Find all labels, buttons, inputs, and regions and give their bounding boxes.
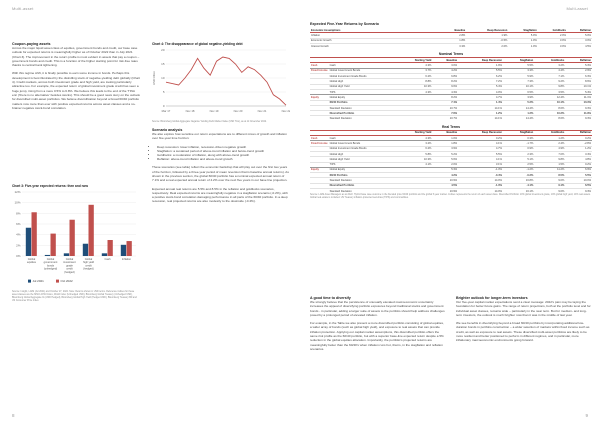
table-cell: 6.5%: [565, 183, 592, 188]
scenario-para-3: Expected annual real returns are 5.5% and 8.5% in the reflation and goldilocks scenarios, respectively. Real expected returns are meaningfully negative in a stagflation scenario (-0.2%), with a positive stock-bond correlation damaging performance in all parts of the 60/40 portfolio. In a deep recession, real projected returns are also modestly to the downside (-0.4%).: [152, 186, 288, 204]
table-cell: 8.6%: [565, 79, 592, 84]
table-cell: 1.2%: [534, 136, 565, 141]
table-cell: 2.8%: [442, 33, 466, 38]
legend-swatch: [56, 280, 59, 283]
table-cell: 5.5%: [458, 68, 503, 73]
table-cell: 10.7%: [432, 105, 458, 110]
table-cell: 4.1%: [395, 162, 433, 167]
diversify-title: A good time to diversify: [310, 296, 351, 300]
table-cell: 5.0%: [508, 33, 537, 38]
scenario-item: • Goldilocks: a moderation of inflation, along with above-trend growth: [157, 153, 290, 157]
col-header: Starting Yield: [395, 131, 433, 136]
table-cell: 7.3%: [503, 79, 534, 84]
scenario-para: We also explore how sensitive our return expectations are to different mixes of growth and inflation over five-year time horizon:: [152, 132, 287, 141]
x-tick-label: Nov 21: [257, 109, 267, 113]
table-cell: 7.6%: [432, 111, 458, 116]
table-cell: 0.2%: [565, 162, 592, 167]
y-axis-label: USD trillion: [152, 71, 156, 85]
table-cell: 1.9%: [458, 63, 503, 68]
table-cell: Fixed Income: [311, 141, 328, 145]
table-cell: -1.3%: [458, 183, 503, 188]
y-tick-label: 12%: [14, 190, 21, 194]
table-cell: 4.3%: [395, 136, 433, 141]
bar: [121, 245, 126, 256]
col-header: Reflation: [565, 58, 592, 63]
table-cell: 14.0%: [458, 189, 503, 194]
coupon-title: Coupon-paying assets: [12, 42, 51, 46]
col-header: Deep Recession: [458, 131, 503, 136]
table-cell: 7.2%: [458, 79, 503, 84]
table-cell: 3.3%: [442, 43, 466, 48]
table-cell: 1.4%: [458, 100, 503, 105]
table-cell: 10.1%: [565, 84, 592, 89]
table-cell: 3.0%: [538, 43, 567, 48]
table-cell: -0.2%: [503, 173, 534, 178]
table-cell: 14.4%: [503, 105, 534, 110]
table-cell: 11.2%: [534, 167, 565, 172]
table-cell: 1.2%: [565, 146, 592, 151]
table-source: Source: LGIM Asset Managers as at 2022. Hybrid base case outcome in the blended price 60/40 portfolio and the global 5-year market. Indices represents the return of each asset class. Diversified Portfolio: 10% global investment grade, 10% global high yield, 10% real assets. Global real estate is included. US Treasury inflation-protected securities (TIPS) and commodities.: [310, 194, 591, 200]
table-cell: 9.0%: [534, 178, 565, 183]
table-cell: 9.6%: [432, 84, 458, 89]
diversify-para-1: We strongly believe that the persistence of unusually elevated macroeconomic uncertainty increases the appeal of diversifying portfolio exposures beyond traditional stocks and government bonds - in particular, adding a larger suite of assets to the portfolio should help address challenges posed by a prolonged period of elevated inflation.: [310, 300, 445, 317]
table-cell: 3.7%: [395, 68, 433, 73]
table-cell: 6.8%: [432, 74, 458, 79]
table-cell: Fixed Income: [311, 69, 328, 73]
scenario-para-2: These scenarios (see table) reflect the economic backdrop that will play out over the first two years of the horizon, followed by a three-year period of mean reversion that is baseline annual returns). As shown in the previous section, the global 60/40 portfolio has a nominal expected annual return of 7.1% and a real expected annual return of 4.2% over the next five years in our base line projection.: [152, 165, 289, 183]
table-cell: 1.8%: [432, 141, 458, 146]
x-tick-label: Nov 22: [281, 109, 290, 113]
table-cell: Global High: [329, 151, 395, 156]
table-cell: 3.9%: [503, 95, 534, 100]
outlook-section: [456, 296, 592, 347]
coupon-section: [12, 42, 140, 114]
table-cell: 3.0%: [567, 38, 592, 43]
table-cell: Global Government Bonds: [329, 141, 395, 146]
table-cell: 3.2%: [534, 63, 565, 68]
bar: [64, 253, 69, 256]
bar: [108, 240, 113, 256]
x-tick-label: Nov 20: [233, 109, 243, 113]
table-cell: 11.1%: [565, 95, 592, 100]
real-title: Real Terms: [310, 125, 592, 131]
table-cell: 8.8%: [395, 79, 433, 84]
bar: [70, 220, 75, 256]
col-header: Stagflation: [503, 58, 534, 63]
table-cell: 10.2%: [534, 111, 565, 116]
table-cell: 4.8%: [565, 157, 592, 162]
table-cell: 10.3%: [395, 84, 433, 89]
table-cell: 4.1%: [458, 141, 503, 146]
table-cell: 10.9%: [432, 189, 458, 194]
table-cell: 5.4%: [458, 84, 503, 89]
table-cell: Cash: [310, 136, 329, 141]
table-cell: 6.2%: [458, 74, 503, 79]
table-cell: 5.5%: [565, 173, 592, 178]
table-cell: 5.3%: [432, 167, 458, 172]
col-header: Stagflation: [503, 131, 534, 136]
x-tick-label: Cash: [104, 258, 111, 261]
header-left: Multi-asset: [12, 6, 34, 11]
chart4-title: Chart 4: The disappearance of global negative-yielding debt: [152, 42, 243, 46]
y-tick-label: 6%: [16, 222, 21, 226]
table-cell: 1.8%: [442, 38, 466, 43]
table-cell: -4.1%: [503, 183, 534, 188]
col-header: Baseline: [442, 28, 466, 33]
table-cell: 4.9%: [534, 146, 565, 151]
col-header: Reflation: [565, 131, 592, 136]
chart3-block: [12, 184, 140, 303]
real-table: [310, 131, 592, 194]
table-cell: 5.2%: [503, 100, 534, 105]
table-cell: Global High: [329, 79, 395, 84]
table-cell: Cash: [310, 63, 329, 68]
table-cell: Interest Growth: [310, 43, 442, 48]
x-tick-label: Global: [27, 258, 36, 261]
table-cell: 4.3%: [395, 63, 433, 68]
table-cell: 9.3%: [565, 116, 592, 121]
table-cell: 10.7%: [432, 116, 458, 121]
bar: [89, 205, 94, 256]
col-header: Goldilocks: [538, 28, 567, 33]
table-cell: Cash: [329, 136, 395, 141]
table-cell: 7.1%: [534, 74, 565, 79]
table-cell: 1.9%: [466, 33, 508, 38]
table-cell: Global Equity: [329, 167, 395, 172]
table-cell: 4.2%: [432, 68, 458, 73]
legend-swatch: [28, 280, 31, 283]
table-cell: TIPS: [329, 89, 395, 94]
table-cell: Standard Deviation: [329, 105, 395, 110]
col-header: Baseline: [432, 58, 458, 63]
table-cell: [395, 116, 433, 121]
bar: [127, 241, 132, 256]
outlook-para-1: Our five-year capital market expectations send a clear message: 2022's pain may be laying the foundation for better future gains. The range of return projections, both at the portfolio level and for individual asset classes, remains wide – particularly in the near term. But for medium- and long-term investors, the outlook is much brighter now than it was in the middle of last year.: [456, 300, 591, 317]
col-header: Goldilocks: [534, 58, 565, 63]
table-cell: 3.4%: [565, 151, 592, 156]
scenario-item: • Deep recession: lower inflation, recession-driven negative growth: [157, 145, 290, 149]
x-tick-label: Nov 19: [209, 109, 219, 113]
col-header: Economic Assumptions: [310, 28, 442, 33]
table-cell: 6.5%: [503, 89, 534, 94]
table-cell: 16.8%: [503, 178, 534, 183]
table-cell: 3.2%: [395, 141, 433, 146]
nominal-title: Nominal Terms: [310, 52, 592, 58]
table-cell: 5.1%: [503, 157, 534, 162]
page-number-right: 9: [585, 413, 588, 418]
x-tick-label: Nov 18: [185, 109, 195, 113]
table-cell: 1.0%: [508, 43, 537, 48]
table-cell: TIPS: [329, 162, 395, 167]
table-cell: 3.0%: [538, 38, 567, 43]
table-cell: Global Government Bonds: [329, 68, 395, 73]
table-cell: 6.3%: [565, 74, 592, 79]
table-cell: 5.0%: [567, 33, 592, 38]
table-cell: 3.0%: [432, 63, 458, 68]
series-line: [166, 57, 286, 105]
table-cell: Global Investment Grade Bonds: [329, 146, 395, 151]
table-cell: Global Equity: [329, 95, 395, 100]
scenario-item: • Stagflation: a sustained period of above-trend inflation and below-trend growth: [157, 149, 290, 153]
table-cell: 5.2%: [432, 151, 458, 156]
table-cell: 1.2%: [458, 111, 503, 116]
forecast-table-block: [310, 22, 592, 200]
col-header: Deep Recession: [458, 58, 503, 63]
col-header: Reflation: [567, 28, 592, 33]
outlook-para-2: We see benefits in diversifying beyond a broad 60/40 portfolio by incorporating additional low-duration bonds in portfolio construction – a wider selection of markets within fixed income such as credit, as well as exposure to real assets. These diversified multi-asset portfolios are likely to be more resilient and better positioned to perform in different regimes, and in particular, more inflationary macroeconomic environments going forward.: [456, 321, 590, 343]
x-tick-label: equities: [27, 261, 36, 265]
table-cell: -1.2%: [503, 167, 534, 172]
table-cell: 2.4%: [534, 141, 565, 146]
table-cell: 4.3%: [395, 89, 433, 94]
table-cell: 3.3%: [503, 68, 534, 73]
table-cell: 0.2%: [458, 136, 503, 141]
chart3-svg: [12, 188, 140, 286]
table-cell: 10.9%: [432, 178, 458, 183]
table-cell: 4.5%: [432, 183, 458, 188]
x-tick-label: Global: [65, 258, 74, 261]
legend-label: Jul 2021: [32, 279, 44, 283]
assumptions-table: [310, 28, 592, 48]
diversify-section: [310, 296, 446, 355]
table-cell: 9.8%: [534, 157, 565, 162]
table-cell: 3.5%: [534, 89, 565, 94]
table-cell: 6.2%: [395, 74, 433, 79]
table-row: [310, 43, 592, 48]
table-cell: 8.6%: [534, 105, 565, 110]
y-tick-label: 8%: [16, 211, 21, 216]
forecast-table-title: Expected Five-Year Returns by Scenario: [310, 22, 379, 26]
table-cell: 9.0%: [534, 189, 565, 194]
x-tick-label: Global: [84, 258, 93, 261]
y-tick-label: 5: [162, 90, 165, 94]
bar: [51, 234, 56, 256]
table-cell: 9.2%: [534, 79, 565, 84]
table-cell: 60/40 Portfolio: [329, 173, 395, 178]
y-tick-label: 10: [161, 76, 165, 80]
table-cell: 8.2%: [432, 79, 458, 84]
col-header: Deep Recession: [466, 28, 508, 33]
y-tick-label: 20: [161, 48, 165, 52]
x-tick-label: (hedged): [64, 270, 75, 274]
table-cell: -2.8%: [565, 141, 592, 146]
table-cell: Diversified Portfolio: [329, 183, 395, 188]
coupon-para-1: Across the major liquid asset class of equities, government bonds and credit, our base case outlook for expected returns is meaningfully higher as of October 2022 than in July 2021 (Chart 3). The improvement in the return profile is most evident in assets that pay a coupon – government bonds and credit. This is a function of the higher starting point for risk-free rates thanks to central bank tightening.: [12, 46, 140, 68]
table-cell: Diversified Portfolio: [329, 111, 395, 116]
table-cell: 14.0%: [458, 178, 503, 183]
chart4-block: [152, 42, 290, 208]
table-cell: 10.3%: [565, 100, 592, 105]
diversify-para-2: For example, in the Table we also present a more diversified portfolio consisting of global equities, a wider array of bonds (such as global high yield), and exposure to real assets that can provide inflation protection. Applying our capital market assumptions, this diversified portfolio offers the same risk profile as the 60/40 portfolio, but with a superior base-line expected return despite a 5% reduction in the global equities allocation. Importantly, the portfolio's projected returns are meaningfully better than the 60/40's when inflation runs hot, that is, in the stagflation and reflation scenarios.: [310, 321, 444, 351]
scenario-list: [152, 145, 290, 162]
x-tick-label: credit: [85, 264, 92, 268]
bar: [45, 255, 50, 256]
table-cell: 1.0%: [508, 38, 537, 43]
bar: [32, 212, 37, 256]
table-cell: 14.1%: [458, 116, 503, 121]
outlook-title: Brighter outlook for longer-term investors: [456, 296, 528, 300]
table-cell: 2.9%: [565, 68, 592, 73]
table-cell: [310, 189, 329, 194]
table-cell: 9.1%: [534, 183, 565, 188]
legend-label: Oct 2022: [60, 279, 73, 283]
table-cell: 4.7%: [458, 146, 503, 151]
table-cell: 5.5%: [503, 63, 534, 68]
table-cell: Economic Growth: [310, 38, 442, 43]
table-cell: 14.4%: [503, 116, 534, 121]
table-cell: 6.2%: [395, 146, 433, 151]
x-tick-label: grade: [66, 264, 73, 268]
table-cell: 5.5%: [458, 151, 503, 156]
table-cell: 9.8%: [534, 84, 565, 89]
table-cell: 9.3%: [565, 189, 592, 194]
table-cell: 1.0%: [432, 136, 458, 141]
x-tick-label: Mar 17: [161, 109, 171, 113]
table-cell: 2.0%: [466, 43, 508, 48]
x-tick-label: (hedged): [83, 267, 94, 271]
table-cell: -0.4%: [458, 173, 503, 178]
table-cell: 2.3%: [503, 151, 534, 156]
x-tick-label: (unhedged): [43, 267, 58, 271]
table-cell: 10.0%: [565, 178, 592, 183]
col-header: Baseline: [432, 131, 458, 136]
table-cell: 8.5%: [534, 173, 565, 178]
table-cell: Standard Deviation: [329, 116, 395, 121]
page-number-left: 8: [12, 413, 15, 418]
table-cell: 4.0%: [458, 89, 503, 94]
table-cell: -0.5%: [466, 38, 508, 43]
table-cell: 4.7%: [458, 95, 503, 100]
x-tick-label: high yield: [83, 261, 94, 265]
table-cell: 4.2%: [432, 173, 458, 178]
table-cell: 5.8%: [395, 151, 433, 156]
y-tick-label: 0%: [16, 254, 21, 258]
col-header: Starting Yield: [395, 58, 433, 63]
table-cell: 16.1%: [503, 189, 534, 194]
table-cell: Equity: [310, 95, 329, 100]
table-cell: 11.9%: [565, 111, 592, 116]
table-cell: 60/40 Portfolio: [329, 100, 395, 105]
bar: [83, 244, 88, 256]
table-cell: 2.0%: [432, 162, 458, 167]
table-cell: Cash: [329, 63, 395, 68]
table-cell: 10.3%: [395, 157, 433, 162]
table-cell: 14.1%: [458, 105, 503, 110]
table-cell: 7.0%: [534, 151, 565, 156]
table-cell: Equity: [310, 167, 329, 172]
x-tick-label: bonds: [46, 264, 55, 268]
chart3-title: Chart 3: Five-year expected returns: then and now: [12, 184, 88, 188]
table-cell: Inflation: [310, 33, 442, 38]
table-cell: 10.1%: [503, 84, 534, 89]
x-tick-label: Global: [46, 258, 55, 261]
table-cell: 4.3%: [432, 89, 458, 94]
table-cell: 9.3%: [565, 105, 592, 110]
scenario-title: Scenario analysis: [152, 128, 183, 132]
table-cell: 4.4%: [534, 68, 565, 73]
bar: [26, 228, 31, 256]
x-tick-label: government: [43, 261, 58, 265]
y-tick-label: 0: [162, 104, 165, 108]
table-cell: [310, 116, 329, 121]
table-cell: 3.1%: [458, 162, 503, 167]
table-cell: 4.5%: [567, 43, 592, 48]
y-tick-label: 2%: [16, 243, 21, 248]
table-cell: 6.9%: [565, 167, 592, 172]
coupon-para-2: With this regime shift, it is finally possible to earn some income in bonds. Perhaps this development is best illustrated by the dwindling stock of negative-yielding debt globally (Chart 4). Credit markets, across both investment grade and high yield, are looking particularly attractive too. For example, the expected return of global investment grade credit has seen a huge jump, rising from a mere 0.5% to 6.8%. We believe this leads to the end of the 'TINA era' ('there is no alternative' besides stocks). This should be a good news story on the outlook for diversified multi-asset portfolios. We believe diversification beyond a broad 60/40 portfolio matters now more than ever with positive expected returns across asset classes and a no-brainer negative stock-bond correlation.: [12, 71, 140, 110]
col-header: Stagflation: [508, 28, 537, 33]
table-cell: 2.5%: [503, 162, 534, 167]
table-cell: 1.2%: [503, 111, 534, 116]
nominal-table: [310, 58, 592, 121]
y-tick-label: 4%: [16, 232, 21, 237]
table-cell: 0.3%: [503, 136, 534, 141]
y-tick-label: 10%: [14, 200, 21, 205]
table-cell: Global High Yield: [329, 157, 395, 162]
table-cell: 8.2%: [432, 95, 458, 100]
x-tick-label: investment: [63, 261, 76, 265]
table-cell: Global High Yield: [329, 84, 395, 89]
chart4-source: Source: Bloomberg Global Aggregate Negative Yielding Debt Market Value (USD Tlns), as at 11 November 2022.: [152, 121, 267, 123]
scenario-item: • Reflation: above-trend inflation and above-trend growth: [157, 157, 290, 161]
table-cell: -1.3%: [458, 167, 503, 172]
table-row: [310, 189, 592, 194]
table-cell: 5.3%: [565, 63, 592, 68]
y-tick-label: 15: [161, 62, 165, 66]
table-cell: 5.9%: [503, 74, 534, 79]
table-cell: 2.0%: [538, 33, 567, 38]
header-right: Multi-asset: [566, 6, 588, 11]
chart4-svg: [152, 46, 290, 116]
table-cell: 10.1%: [534, 100, 565, 105]
table-cell: 4.1%: [458, 157, 503, 162]
right-page: [300, 0, 600, 424]
table-cell: 8.6%: [534, 116, 565, 121]
x-tick-label: credit: [66, 267, 73, 271]
table-cell: 3.9%: [432, 146, 458, 151]
table-cell: 7.1%: [432, 100, 458, 105]
table-cell: 0.2%: [565, 136, 592, 141]
table-cell: 1.5%: [534, 162, 565, 167]
chart3-source: Source: Insight, LGIM (Jul 2021) and October 27, 2022. Note: Returns shown in USD terms. Reference indices for these asset classes are the MSCI ACWI Index, World Index (Unhedged USD), Bloomberg Global Treasury (Unhedged USD), Bloomberg Global Aggregate IG (USD Hedged), Bloomberg Global High Yield (Hedged USD), Bloomberg Treasury Bill and US Consumer Price Index.: [12, 291, 137, 302]
table-cell: 0.9%: [503, 146, 534, 151]
table-cell: 5.6%: [432, 157, 458, 162]
table-row: [310, 116, 592, 121]
table-cell: Global Investment Grade Bonds: [329, 74, 395, 79]
table-cell: [395, 189, 433, 194]
col-header: Goldilocks: [534, 131, 565, 136]
table-cell: -1.7%: [503, 141, 534, 146]
table-cell: Standard Deviation: [329, 178, 395, 183]
table-cell: 12.4%: [534, 95, 565, 100]
table-cell: Standard Deviation: [329, 189, 395, 194]
bar: [102, 253, 107, 256]
table-cell: 5.4%: [565, 89, 592, 94]
x-tick-label: Inflation: [121, 258, 132, 261]
